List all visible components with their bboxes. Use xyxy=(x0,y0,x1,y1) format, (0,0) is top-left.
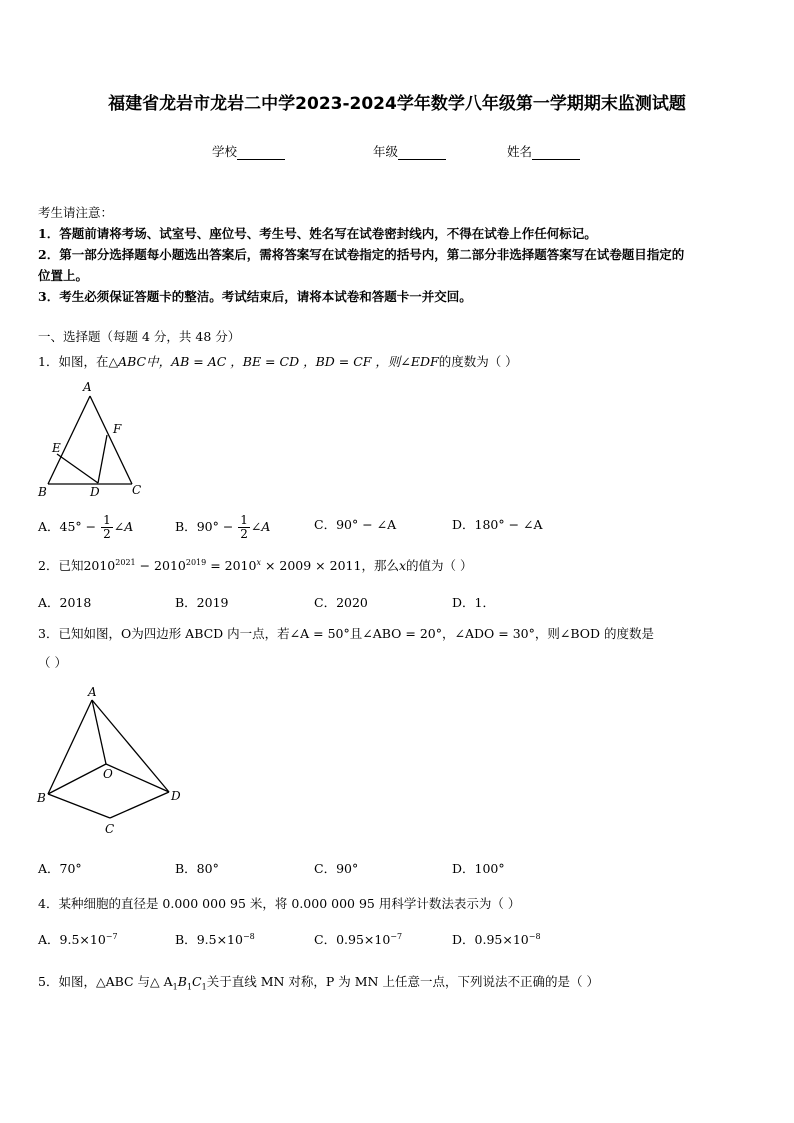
q3-label-a: A xyxy=(88,685,97,699)
exam-notes xyxy=(38,202,762,307)
q3-segment-bo xyxy=(48,764,106,794)
q3-option-d[interactable]: D．100° xyxy=(452,861,505,876)
q3-option-a[interactable]: A．70° xyxy=(38,861,82,876)
q3-side-cd xyxy=(110,792,169,818)
q1-prefix: 1．如图，在 xyxy=(38,354,109,369)
q1-label-e: E xyxy=(52,441,61,455)
q1-side-ac xyxy=(90,396,132,484)
q1-label-b: B xyxy=(38,485,47,499)
q1-option-b[interactable]: B．90° − $\frac{1}{2}$ ∠A xyxy=(175,513,271,541)
question-5: 5．如图，△ABC 与△ $A_1B_1C_1$关于直线 MN 对称，P 为 MN 上任意一点，下列说法不正确的是（ ） xyxy=(38,974,599,992)
grade-field[interactable] xyxy=(373,142,446,160)
q3-option-b[interactable]: B．80° xyxy=(175,861,219,876)
note-item-2-cont: 位置上。 xyxy=(38,268,89,283)
grade-blank[interactable] xyxy=(398,146,446,160)
q1-math: △ABC中，AB = AC ，BE = CD ，BD = CF ，则∠EDF xyxy=(108,354,439,369)
name-field[interactable] xyxy=(507,142,580,160)
q1-options xyxy=(38,508,762,542)
q1-option-a[interactable]: A．45° − $\frac{1}{2}$ ∠A xyxy=(38,513,134,541)
q4-option-c[interactable]: C．$0.95\times 10^{-7}$ xyxy=(314,931,403,947)
q4-option-b[interactable]: B．$9.5\times 10^{-8}$ xyxy=(175,931,255,947)
note-item-1: 1．答题前请将考场、试室号、座位号、考生号、姓名写在试卷密封线内，不得在试卷上作任何标记。 xyxy=(38,226,597,241)
q1-label-c: C xyxy=(132,483,142,497)
q3-segment-ao xyxy=(92,700,106,764)
question-4: 4．某种细胞的直径是 0.000 000 95 米，将 0.000 000 95 用科学计数法表示为（ ） xyxy=(38,896,521,911)
question-1 xyxy=(38,352,518,370)
school-field[interactable] xyxy=(212,142,285,160)
school-blank[interactable] xyxy=(237,146,285,160)
q4-option-d[interactable]: D．$0.95\times 10^{-8}$ xyxy=(452,931,541,947)
q3-label-b: B xyxy=(37,791,46,805)
note-item-2: 2．第一部分选择题每小题选出答案后，需将答案写在试卷指定的括号内，第二部分非选择题答案写在试卷题目指定的 xyxy=(38,247,685,262)
q1-option-b-fraction: $\frac{1}{2}$ xyxy=(240,513,248,541)
question-3-cont: （ ） xyxy=(38,655,67,670)
q1-side-ab xyxy=(48,396,90,484)
q1-figure xyxy=(36,376,156,501)
q3-label-c: C xyxy=(105,822,115,836)
q1-label-d: D xyxy=(90,485,100,499)
notes-heading: 考生请注意： xyxy=(38,205,114,220)
q3-label-o: O xyxy=(103,767,113,781)
question-3: 3．已知如图，O为四边形 ABCD 内一点，若∠A = 50°且∠ABO = 20°，∠ADO = 30°，则∠BOD 的度数是 xyxy=(38,626,654,641)
q1-segment-ed xyxy=(57,454,98,483)
note-item-3: 3．考生必须保证答题卡的整洁。考试结束后，请将本试卷和答题卡一并交回。 xyxy=(38,289,472,304)
q3-side-ab xyxy=(48,700,92,794)
q4-options xyxy=(38,930,762,950)
q3-segment-od xyxy=(106,764,169,792)
q2-options xyxy=(38,593,762,613)
q1-option-d[interactable]: D．180° − ∠A xyxy=(452,517,543,532)
q2-option-a[interactable]: A．2018 xyxy=(38,595,92,610)
page-title: 福建省龙岩市龙岩二中学2023-2024学年数学八年级第一学期期末监测试题 xyxy=(108,94,686,114)
q1-label-f: F xyxy=(113,422,122,436)
school-label: 学校 xyxy=(212,144,238,159)
q1-suffix: 的度数为（ ） xyxy=(438,354,518,369)
q2-option-d[interactable]: D．1． xyxy=(452,595,495,610)
question-2: 2．已知$2010^{2021} - 2010^{2019} = 2010^x \times 2009 \times 2011$，那么x的值为（ ） xyxy=(38,557,473,573)
q1-label-a: A xyxy=(83,380,92,394)
q3-side-bc xyxy=(48,794,110,818)
section-title: 一、选择题（每题 4 分，共 48 分） xyxy=(38,329,241,344)
q3-options xyxy=(38,859,762,879)
q1-option-c[interactable]: C．90° − ∠A xyxy=(314,517,397,532)
q3-figure xyxy=(34,682,194,838)
q3-option-c[interactable]: C．90° xyxy=(314,861,359,876)
q2-equation: $2010^{2021} - 2010^{2019} = 2010^x \times 2009 \times 2011$ xyxy=(83,557,362,573)
q2-option-c[interactable]: C．2020 xyxy=(314,595,368,610)
grade-label: 年级 xyxy=(373,144,399,159)
q2-option-b[interactable]: B．2019 xyxy=(175,595,229,610)
q1-option-a-fraction: $\frac{1}{2}$ xyxy=(103,513,111,541)
name-blank[interactable] xyxy=(532,146,580,160)
q1-segment-df xyxy=(98,435,107,483)
name-label: 姓名 xyxy=(507,144,533,159)
q3-label-d: D xyxy=(171,789,181,803)
q4-option-a[interactable]: A．$9.5\times 10^{-7}$ xyxy=(38,931,118,947)
